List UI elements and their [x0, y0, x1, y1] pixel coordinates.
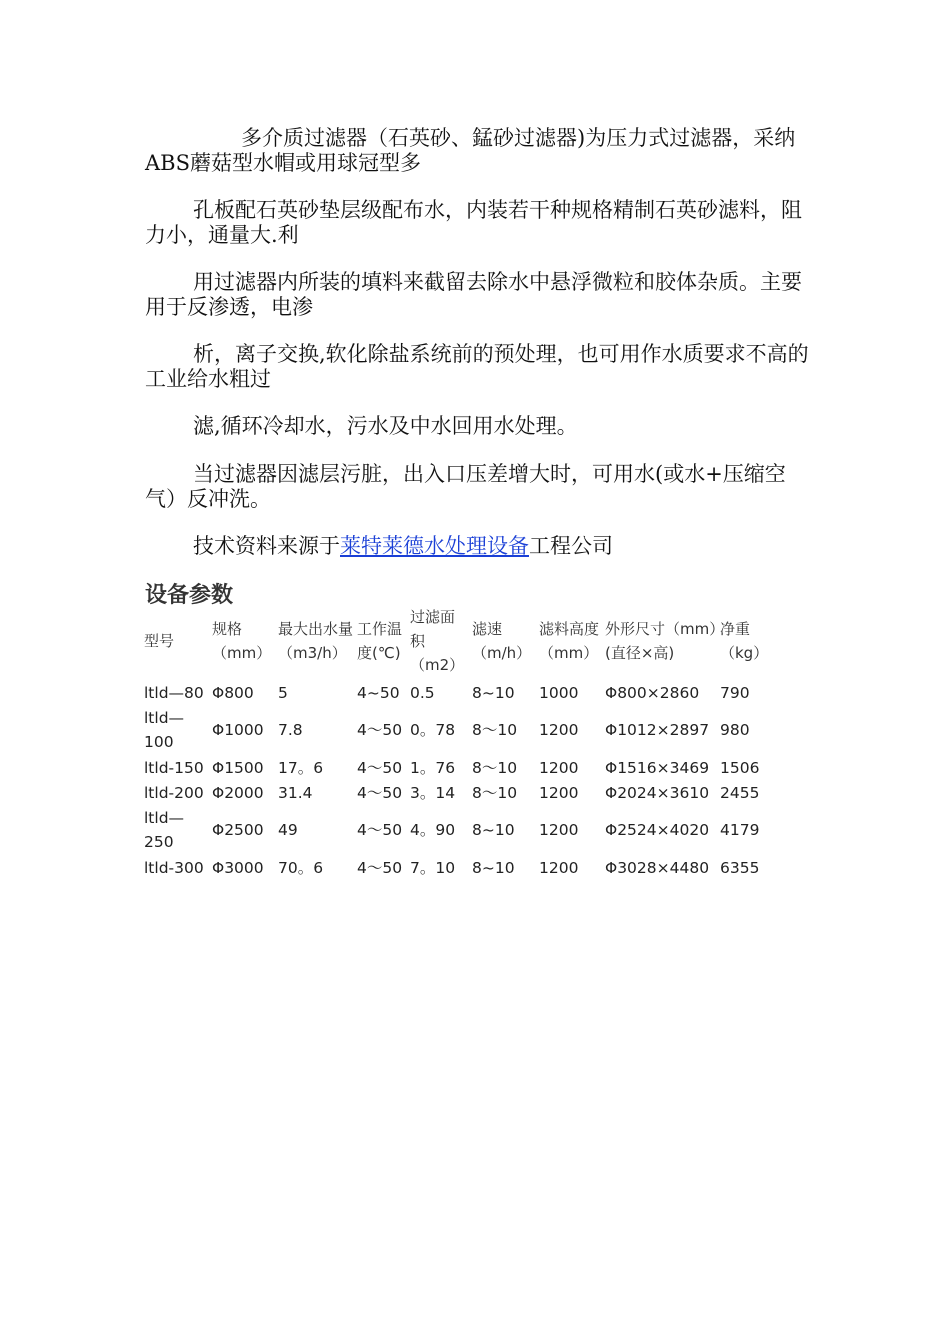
- cell-filter-speed: 8~10: [472, 821, 515, 839]
- cell-max-output: 31.4: [278, 783, 313, 802]
- header-filter-speed: 滤速（m/h）: [472, 620, 532, 662]
- cell-filter-area: 0.5: [410, 683, 435, 702]
- cell-media-height: 1200: [539, 858, 579, 877]
- paragraph-2: [145, 198, 815, 248]
- cell-media-height: 1200: [539, 783, 579, 802]
- cell-model: ltld—100: [144, 709, 185, 751]
- cell-net-weight: 790: [720, 683, 750, 702]
- header-filter-area: 过滤面积（m2）: [410, 608, 465, 674]
- paragraph-2-text: 孔板配石英砂垫层级配布水，内装若干种规格精制石英砂滤料，阻力小，通量大.利: [145, 198, 802, 247]
- cell-dimensions: Φ2524×4020: [605, 821, 710, 839]
- cell-dimensions: Φ1012×2897: [605, 721, 710, 739]
- cell-net-weight: 980: [720, 721, 750, 739]
- cell-working-temp: 4～50: [357, 821, 403, 839]
- cell-spec: Φ800: [212, 683, 254, 702]
- paragraph-4-text: 析，离子交换,软化除盐系统前的预处理，也可用作水质要求不高的工业给水粗过: [145, 342, 809, 391]
- source-prefix: 技术资料来源于: [193, 534, 340, 558]
- cell-spec: Φ2500: [212, 821, 264, 839]
- header-max-output: 最大出水量（m3/h）: [278, 620, 354, 662]
- paragraph-3: [145, 270, 815, 320]
- cell-working-temp: 4～50: [357, 783, 403, 802]
- cell-dimensions: Φ3028×4480: [605, 858, 710, 877]
- cell-media-height: 1200: [539, 721, 579, 739]
- cell-filter-area: 0。78: [410, 721, 456, 739]
- cell-filter-speed: 8～10: [472, 783, 518, 802]
- cell-net-weight: 2455: [720, 783, 760, 802]
- cell-media-height: 1000: [539, 683, 579, 702]
- cell-filter-speed: 8~10: [472, 683, 515, 702]
- cell-spec: Φ3000: [212, 858, 264, 877]
- header-spec: 规格（mm）: [212, 620, 272, 662]
- cell-working-temp: 4～50: [357, 858, 403, 877]
- header-working-temp: 工作温度(℃): [357, 620, 403, 662]
- cell-max-output: 17。6: [278, 758, 324, 777]
- section-title: 设备参数: [145, 583, 234, 608]
- cell-dimensions: Φ2024×3610: [605, 783, 710, 802]
- table-row: [143, 805, 770, 855]
- paragraph-5: [145, 414, 815, 439]
- paragraph-1-text: 多介质过滤器（石英砂、錳砂过滤器)为压力式过滤器，采纳ABS蘑菇型水帽或用球冠型多: [145, 126, 796, 175]
- cell-filter-speed: 8～10: [472, 721, 518, 739]
- cell-net-weight: 1506: [720, 758, 760, 777]
- table-row: [143, 680, 770, 705]
- cell-max-output: 7.8: [278, 721, 303, 739]
- source-suffix: 工程公司: [529, 534, 613, 558]
- source-line: [145, 534, 815, 559]
- header-model: 型号: [144, 632, 175, 650]
- cell-model: ltld-200: [144, 783, 204, 802]
- cell-spec: Φ2000: [212, 783, 264, 802]
- cell-filter-speed: 8～10: [472, 758, 518, 777]
- source-company-link[interactable]: 莱特莱德水处理设备: [340, 534, 529, 558]
- cell-dimensions: Φ1516×3469: [605, 758, 710, 777]
- cell-net-weight: 4179: [720, 821, 760, 839]
- parameters-table: [143, 602, 770, 880]
- cell-working-temp: 4～50: [357, 721, 403, 739]
- cell-max-output: 49: [278, 821, 298, 839]
- paragraph-3-text: 用过滤器内所装的填料来截留去除水中悬浮微粒和胶体杂质。主要用于反渗透，电渗: [145, 270, 802, 319]
- paragraph-4: [145, 342, 815, 392]
- cell-media-height: 1200: [539, 821, 579, 839]
- paragraph-6-text: 当过滤器因滤层污脏，出入口压差增大时，可用水(或水+压缩空气）反冲洗。: [145, 462, 786, 511]
- paragraph-5-text: 滤,循环冷却水，污水及中水回用水处理。: [193, 414, 578, 438]
- cell-dimensions: Φ800×2860: [605, 683, 700, 702]
- cell-max-output: 5: [278, 683, 288, 702]
- cell-working-temp: 4～50: [357, 758, 403, 777]
- table-row: [143, 780, 770, 805]
- cell-filter-area: 3。14: [410, 783, 456, 802]
- cell-model: ltld—250: [144, 809, 185, 851]
- table-row: [143, 855, 770, 880]
- paragraph-1: [145, 126, 815, 176]
- cell-filter-speed: 8~10: [472, 858, 515, 877]
- table-row: [143, 755, 770, 780]
- table-row: [143, 705, 770, 755]
- cell-spec: Φ1500: [212, 758, 264, 777]
- header-dimensions: 外形尺寸（mm）(直径×高): [605, 620, 717, 662]
- table-header-row: [143, 602, 770, 680]
- cell-filter-area: 4。90: [410, 821, 456, 839]
- header-media-height: 滤料高度（mm）: [539, 620, 600, 662]
- cell-max-output: 70。6: [278, 858, 324, 877]
- cell-working-temp: 4~50: [357, 683, 400, 702]
- cell-filter-area: 7。10: [410, 858, 456, 877]
- header-net-weight: 净重（kg）: [720, 620, 769, 662]
- cell-media-height: 1200: [539, 758, 579, 777]
- cell-net-weight: 6355: [720, 858, 760, 877]
- paragraph-6: [145, 462, 815, 512]
- cell-spec: Φ1000: [212, 721, 264, 739]
- cell-model: ltld-300: [144, 858, 204, 877]
- cell-filter-area: 1。76: [410, 758, 456, 777]
- cell-model: ltld-150: [144, 758, 204, 777]
- cell-model: ltld—80: [144, 683, 204, 702]
